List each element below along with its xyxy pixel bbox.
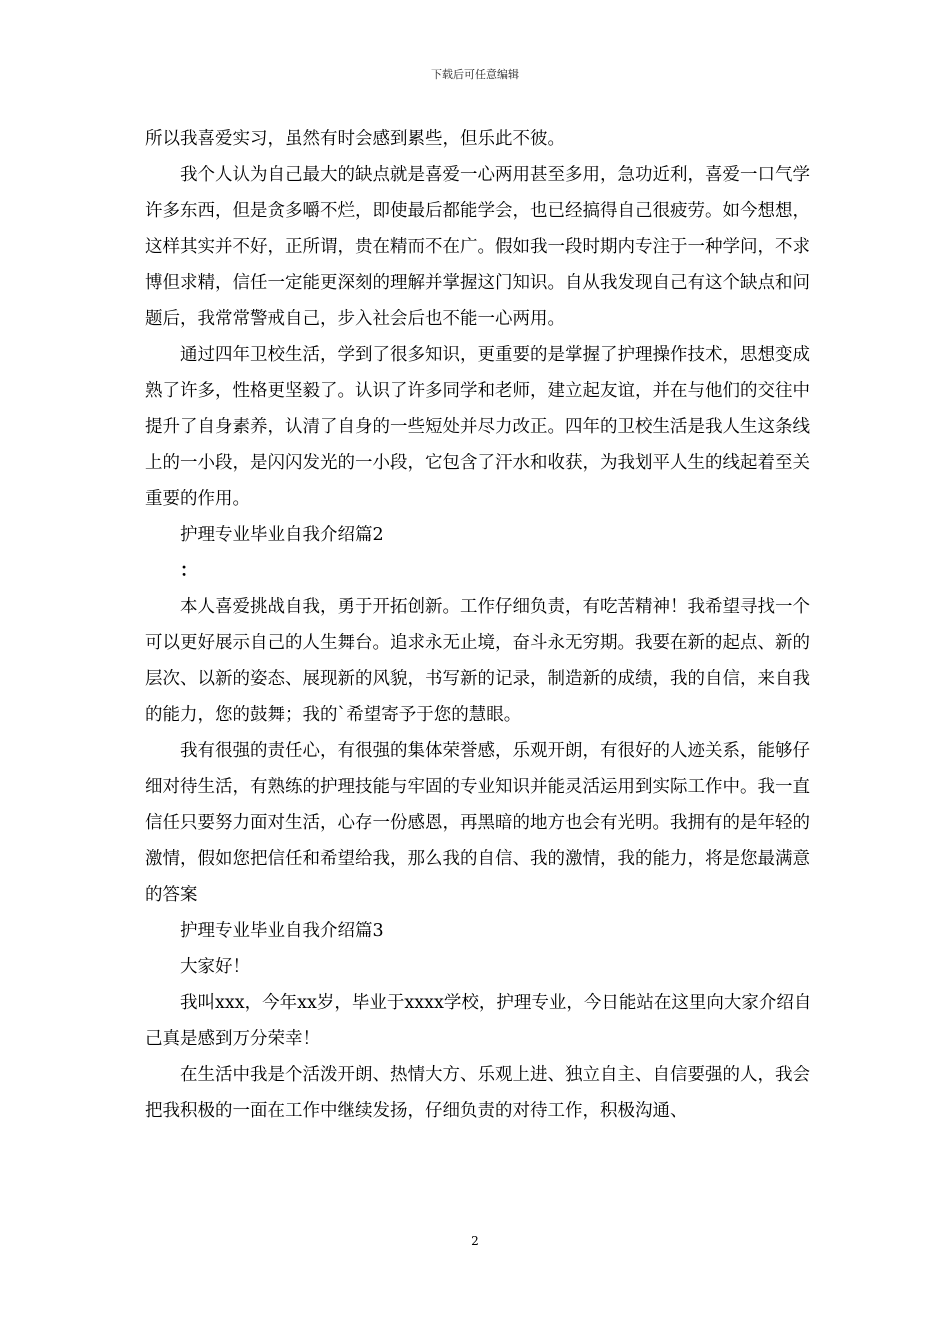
page-number: 2 [471, 1234, 479, 1248]
paragraph: 在生活中我是个活泼开朗、热情大方、乐观上进、独立自主、自信要强的人，我会把我积极的一面在工作中继续发扬，仔细负责的对待工作，积极沟通、 [145, 1065, 810, 1121]
paragraph: 我有很强的责任心，有很强的集体荣誉感，乐观开朗，有很好的人迹关系，能够仔细对待生活，有熟练的护理技能与牢固的专业知识并能灵活运用到实际工作中。我一直信任只要努力面对生活，心存一份感恩，再黑暗的地方也会有光明。我拥有的是年轻的激情，假如您把信任和希望给我，那么我的自信、我的激情，我的能力，将是您最满意的答案 [145, 741, 810, 905]
paragraph: 所以我喜爱实习，虽然有时会感到累些，但乐此不彼。 [145, 129, 565, 149]
section-heading: 护理专业毕业自我介绍篇2 [180, 525, 384, 545]
paragraph: 我个人认为自己最大的缺点就是喜爱一心两用甚至多用，急功近利，喜爱一口气学许多东西，但是贪多嚼不烂，即使最后都能学会，也已经搞得自己很疲劳。如今想想，这样其实并不好，正所谓，贵在精而不在广。假如我一段时期内专注于一种学问，不求博但求精，信任一定能更深刻的理解并掌握这门知识。自从我发现自己有这个缺点和问题后，我常常警戒自己，步入社会后也不能一心两用。 [145, 165, 810, 329]
section-heading: 护理专业毕业自我介绍篇3 [180, 921, 384, 941]
paragraph: 通过四年卫校生活，学到了很多知识，更重要的是掌握了护理操作技术，思想变成熟了许多，性格更坚毅了。认识了许多同学和老师，建立起友谊，并在与他们的交往中提升了自身素养，认清了自身的一些短处并尽力改正。四年的卫校生活是我人生这条线上的一小段，是闪闪发光的一小段，它包含了汗水和收获，为我划平人生的线起着至关重要的作用。 [145, 345, 810, 509]
paragraph: 本人喜爱挑战自我，勇于开拓创新。工作仔细负责，有吃苦精神！我希望寻找一个可以更好展示自己的人生舞台。追求永无止境，奋斗永无穷期。我要在新的起点、新的层次、以新的姿态、展现新的风貌，书写新的记录，制造新的成绩，我的自信，来自我的能力，您的鼓舞；我的`希望寄予于您的慧眼。 [145, 597, 810, 725]
document-body [145, 121, 815, 1129]
paragraph: ： [180, 561, 198, 581]
page-header: 下载后可任意编辑 [431, 68, 519, 81]
paragraph: 我叫xxx，今年xx岁，毕业于xxxx学校，护理专业，今日能站在这里向大家介绍自己真是感到万分荣幸！ [145, 993, 812, 1049]
paragraph: 大家好！ [180, 957, 250, 977]
